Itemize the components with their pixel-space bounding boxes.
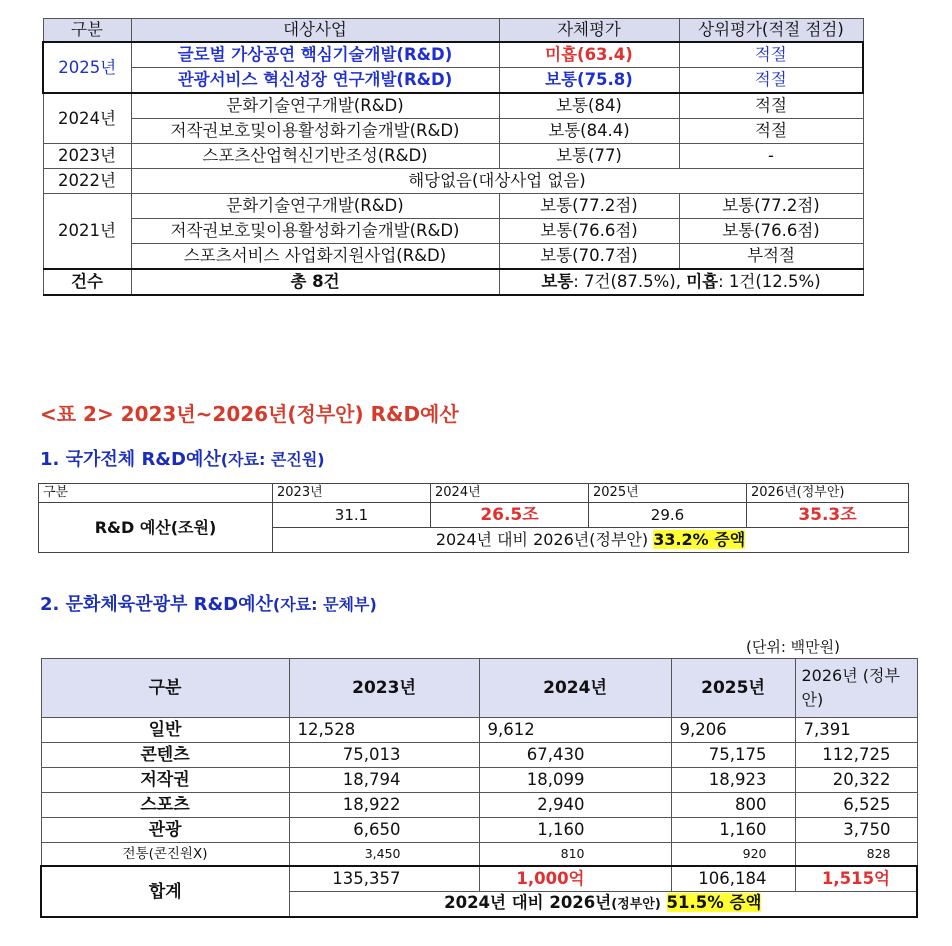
cell-2023: 6,650 <box>289 818 479 843</box>
table-row <box>41 743 917 768</box>
table-row <box>41 768 917 793</box>
cell-2024: 67,430 <box>479 743 671 768</box>
table-row <box>39 503 909 528</box>
cell-2023: 18,794 <box>289 768 479 793</box>
cell-2024: 1,160 <box>479 818 671 843</box>
ministry-rd-budget-table <box>40 658 918 918</box>
year-cell: 2025년 <box>43 42 131 93</box>
row-label: 스포츠 <box>41 793 289 818</box>
evaluation-table <box>42 18 864 296</box>
national-rd-budget-table <box>38 483 909 553</box>
total-increase-note <box>289 892 917 918</box>
upper-eval-cell: 부적절 <box>679 244 863 270</box>
cell-2023: 18,922 <box>289 793 479 818</box>
project-cell: 관광서비스 혁신성장 연구개발(R&D) <box>131 68 499 94</box>
increase-note-text: 2024년 대비 2026년(정부안) <box>435 530 654 549</box>
total-count: 총 8건 <box>131 269 499 295</box>
evaluation-header-row <box>43 19 863 43</box>
value-2023: 31.1 <box>273 503 431 528</box>
upper-eval-cell: 적절 <box>679 42 863 68</box>
total-row <box>41 866 917 892</box>
header-category: 구분 <box>43 19 131 43</box>
row-label: 일반 <box>41 718 289 743</box>
total-2023: 135,357 <box>289 866 479 892</box>
total-2024: 1,000억 <box>479 866 671 892</box>
table-row <box>43 119 863 144</box>
project-cell: 글로벌 가상공연 핵심기술개발(R&D) <box>131 42 499 68</box>
cell-2025: 920 <box>671 843 795 867</box>
row-label: 관광 <box>41 818 289 843</box>
value-2025: 29.6 <box>589 503 747 528</box>
subsection-source: (자료: 콘진원) <box>220 450 325 469</box>
table-row <box>43 42 863 68</box>
table-row <box>43 244 863 270</box>
self-eval-cell: 보통(77) <box>499 144 679 169</box>
table-row <box>41 793 917 818</box>
cell-2026: 3,750 <box>795 818 917 843</box>
row-label: 콘텐츠 <box>41 743 289 768</box>
unit-label: (단위: 백만원) <box>746 638 840 656</box>
self-eval-cell: 미흡(63.4) <box>499 42 679 68</box>
total-2026: 1,515억 <box>795 866 917 892</box>
budget-row-label: R&D 예산(조원) <box>39 503 273 553</box>
section-title: <표 2> 2023년~2026년(정부안) R&D예산 <box>40 402 459 426</box>
summary-normal-label: 보통 <box>541 272 574 291</box>
header-self-eval: 자체평가 <box>499 19 679 43</box>
total-label: 합계 <box>41 866 289 917</box>
total-row <box>43 269 863 295</box>
self-eval-cell: 보통(70.7점) <box>499 244 679 270</box>
year-cell: 2022년 <box>43 169 131 194</box>
header-category: 구분 <box>39 484 273 503</box>
value-2024: 26.5조 <box>431 503 589 528</box>
upper-eval-cell: 적절 <box>679 68 863 94</box>
cell-2024: 9,612 <box>479 718 671 743</box>
total-summary <box>499 269 863 295</box>
cell-2025: 9,206 <box>671 718 795 743</box>
total-note-text: 2024년 대비 2026년 <box>444 893 612 912</box>
total-note-sub: (정부안) <box>611 897 661 912</box>
header-project: 대상사업 <box>131 19 499 43</box>
summary-poor-label: 미흡 <box>686 272 719 291</box>
header-2023: 2023년 <box>289 659 479 718</box>
table-row <box>43 93 863 119</box>
increase-highlight: 33.2% 증액 <box>653 530 746 549</box>
upper-eval-cell: 보통(76.6점) <box>679 219 863 244</box>
total-2025: 106,184 <box>671 866 795 892</box>
self-eval-cell: 보통(75.8) <box>499 68 679 94</box>
project-cell: 문화기술연구개발(R&D) <box>131 93 499 119</box>
subsection-source: (자료: 문체부) <box>272 595 377 614</box>
cell-2026: 828 <box>795 843 917 867</box>
header-category: 구분 <box>41 659 289 718</box>
row-label: 저작권 <box>41 768 289 793</box>
summary-poor-value: : 1건(12.5%) <box>718 272 821 291</box>
header-2024: 2024년 <box>431 484 589 503</box>
header-2024: 2024년 <box>479 659 671 718</box>
subsection-title-national <box>40 445 325 471</box>
total-increase-highlight: 51.5% 증액 <box>666 893 762 912</box>
cell-2025: 75,175 <box>671 743 795 768</box>
total-label: 건수 <box>43 269 131 295</box>
budget-header-row <box>39 484 909 503</box>
subsection-title-text: 2. 문화체육관광부 R&D예산 <box>40 594 273 615</box>
cell-2026: 20,322 <box>795 768 917 793</box>
self-eval-cell: 보통(84.4) <box>499 119 679 144</box>
header-2026: 2026년(정부안) <box>747 484 909 503</box>
year-cell: 2024년 <box>43 93 131 144</box>
upper-eval-cell: 적절 <box>679 93 863 119</box>
cell-2026: 6,525 <box>795 793 917 818</box>
header-2026: 2026년 (정부안) <box>795 659 917 718</box>
subsection-title-text: 1. 국가전체 R&D예산 <box>40 449 221 470</box>
cell-2025: 800 <box>671 793 795 818</box>
table-row <box>43 144 863 169</box>
cell-2025: 1,160 <box>671 818 795 843</box>
project-cell: 저작권보호및이용활성화기술개발(R&D) <box>131 119 499 144</box>
subsection-title-ministry <box>40 590 377 616</box>
none-note-cell: 해당없음(대상사업 없음) <box>131 169 863 194</box>
upper-eval-cell: 적절 <box>679 119 863 144</box>
header-2023: 2023년 <box>273 484 431 503</box>
header-2025: 2025년 <box>589 484 747 503</box>
upper-eval-cell: - <box>679 144 863 169</box>
table-row <box>43 68 863 94</box>
self-eval-cell: 보통(76.6점) <box>499 219 679 244</box>
increase-note <box>273 528 909 553</box>
header-upper-eval: 상위평가(적절 점검) <box>679 19 863 43</box>
table-row <box>41 818 917 843</box>
cell-2024: 2,940 <box>479 793 671 818</box>
upper-eval-cell: 보통(77.2점) <box>679 194 863 219</box>
cell-2025: 18,923 <box>671 768 795 793</box>
self-eval-cell: 보통(77.2점) <box>499 194 679 219</box>
header-2025: 2025년 <box>671 659 795 718</box>
project-cell: 저작권보호및이용활성화기술개발(R&D) <box>131 219 499 244</box>
cell-2026: 7,391 <box>795 718 917 743</box>
cell-2023: 12,528 <box>289 718 479 743</box>
table-row <box>41 718 917 743</box>
table-row <box>43 194 863 219</box>
project-cell: 스포츠산업혁신기반조성(R&D) <box>131 144 499 169</box>
summary-normal-value: : 7건(87.5%), <box>573 272 687 291</box>
cell-2023: 75,013 <box>289 743 479 768</box>
cell-2024: 18,099 <box>479 768 671 793</box>
table-row <box>41 843 917 867</box>
cell-2023: 3,450 <box>289 843 479 867</box>
project-cell: 문화기술연구개발(R&D) <box>131 194 499 219</box>
table-row <box>43 169 863 194</box>
cell-2026: 112,725 <box>795 743 917 768</box>
table-row <box>43 219 863 244</box>
year-cell: 2023년 <box>43 144 131 169</box>
row-label: 전통(콘진원X) <box>41 843 289 867</box>
project-cell: 스포츠서비스 사업화지원사업(R&D) <box>131 244 499 270</box>
cell-2024: 810 <box>479 843 671 867</box>
ministry-header-row <box>41 659 917 718</box>
self-eval-cell: 보통(84) <box>499 93 679 119</box>
year-cell: 2021년 <box>43 194 131 270</box>
value-2026: 35.3조 <box>747 503 909 528</box>
